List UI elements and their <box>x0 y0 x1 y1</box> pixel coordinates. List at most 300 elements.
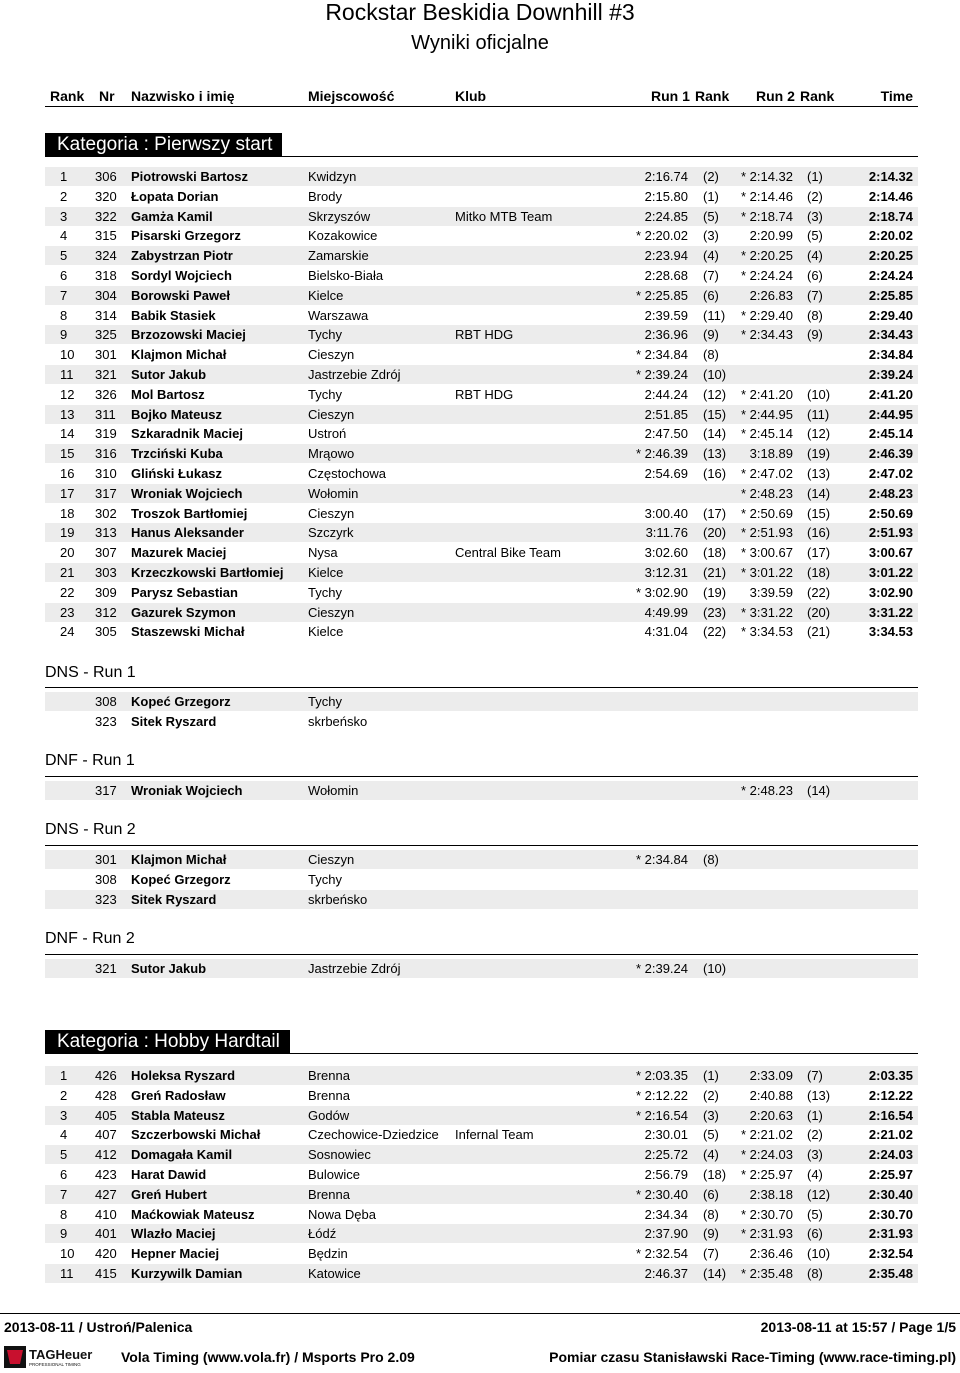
rank2-cell: (17) <box>807 545 831 561</box>
result-row <box>45 850 918 869</box>
name-cell: Szczerbowski Michał <box>131 1127 261 1143</box>
tagheuer-logo-icon <box>4 1346 114 1368</box>
time-cell: 3:34.53 <box>868 624 913 640</box>
time-cell: 2:25.85 <box>868 287 913 303</box>
nr-cell: 316 <box>95 446 117 462</box>
name-cell: Zabystrzan Piotr <box>131 248 233 264</box>
nr-cell: 307 <box>95 545 117 561</box>
run1-cell: 2:36.96 <box>644 327 688 343</box>
nr-cell: 423 <box>95 1167 117 1182</box>
name-cell: Babik Stasiek <box>131 307 216 323</box>
rank2-cell: (2) <box>807 188 823 204</box>
nr-cell: 319 <box>95 426 117 442</box>
rank2-cell: (8) <box>807 307 823 323</box>
time-cell: 2:14.46 <box>868 188 913 204</box>
nr-cell: 401 <box>95 1226 117 1242</box>
rank-cell: 6 <box>60 1167 68 1182</box>
name-cell: Sutor Jakub <box>131 961 207 976</box>
city-cell: Wołomin <box>308 783 359 798</box>
rank2-cell: (4) <box>807 1167 823 1182</box>
club-cell: RBT HDG <box>455 386 514 402</box>
city-cell: Cieszyn <box>308 604 355 620</box>
nr-cell: 303 <box>95 565 117 580</box>
name-cell: Sordyl Wojciech <box>131 268 232 283</box>
name-cell: Greń Hubert <box>131 1186 207 1202</box>
name-cell: Bojko Mateusz <box>131 406 223 422</box>
city-cell: Cieszyn <box>308 505 355 521</box>
rank1-cell: (21) <box>703 565 727 580</box>
rank-cell: 3 <box>60 1107 68 1123</box>
name-cell: Pisarski Grzegorz <box>131 228 241 244</box>
time-cell: 3:00.67 <box>868 545 913 561</box>
city-cell: Bulowice <box>308 1167 361 1182</box>
rank2-cell: (11) <box>807 406 830 422</box>
run1-cell: 2:37.90 <box>644 1226 688 1242</box>
footer-date-location: 2013-08-11 / Ustroń/Palenica <box>4 1319 193 1335</box>
name-cell: Kurzywilk Damian <box>131 1266 243 1281</box>
name-cell: Sitek Ryszard <box>131 891 217 907</box>
city-cell: Brenna <box>308 1186 350 1202</box>
run2-cell: * 2:45.14 <box>740 426 793 442</box>
result-row <box>45 167 918 186</box>
rank2-cell: (21) <box>807 624 831 640</box>
nr-cell: 428 <box>95 1087 117 1103</box>
section-divider <box>45 776 918 777</box>
name-cell: Kopeć Grzegorz <box>131 694 231 709</box>
rank2-cell: (5) <box>807 1206 823 1222</box>
run2-cell: * 2:20.25 <box>740 248 793 264</box>
city-cell: Będzin <box>308 1246 348 1262</box>
rank1-cell: (13) <box>703 446 727 462</box>
name-cell: Mol Bartosz <box>131 386 205 402</box>
nr-cell: 312 <box>95 604 117 620</box>
club-cell: RBT HDG <box>455 327 514 343</box>
section-divider <box>45 954 918 955</box>
city-cell: Kielce <box>308 624 344 640</box>
rank-cell: 12 <box>60 386 75 402</box>
city-cell: Tychy <box>308 327 342 343</box>
run1-cell: 3:00.40 <box>644 505 688 521</box>
result-row <box>45 345 918 364</box>
rank2-cell: (9) <box>807 327 823 343</box>
time-cell: 2:44.95 <box>868 406 913 422</box>
rank1-cell: (10) <box>703 367 727 382</box>
result-row <box>45 444 918 463</box>
city-cell: Tychy <box>308 694 342 709</box>
run2-cell: * 2:18.74 <box>740 208 793 224</box>
city-cell: Nowa Dęba <box>308 1206 376 1222</box>
rank-cell: 4 <box>60 1127 68 1143</box>
rank-cell: 8 <box>60 307 68 323</box>
time-cell: 2:25.97 <box>868 1167 913 1182</box>
run2-cell: 2:38.18 <box>749 1186 793 1202</box>
nr-cell: 301 <box>95 852 117 867</box>
name-cell: Łopata Dorian <box>131 188 219 204</box>
run1-cell: 2:44.24 <box>644 386 688 402</box>
name-cell: Wroniak Wojciech <box>131 783 243 798</box>
result-row <box>45 712 918 731</box>
result-row <box>45 464 918 483</box>
header-divider <box>45 106 918 107</box>
name-cell: Trzciński Kuba <box>131 446 223 462</box>
col-time: Time <box>880 88 913 104</box>
rank1-cell: (17) <box>703 505 727 521</box>
run1-cell: 2:47.50 <box>644 426 688 442</box>
time-cell: 3:31.22 <box>868 604 913 620</box>
rank-cell: 11 <box>60 1266 74 1281</box>
footer-timing: Pomiar czasu Stanisławski Race-Timing (www.race-timing.pl) <box>549 1349 956 1365</box>
run2-cell: * 2:34.43 <box>740 327 793 343</box>
nr-cell: 314 <box>95 307 117 323</box>
run1-cell: * 2:12.22 <box>635 1087 688 1103</box>
city-cell: Nysa <box>308 545 338 561</box>
result-row <box>45 583 918 602</box>
rank-cell: 9 <box>60 1226 68 1242</box>
rank-cell: 24 <box>60 624 75 640</box>
name-cell: Brzozowski Maciej <box>131 327 246 343</box>
run2-cell: * 2:29.40 <box>740 307 793 323</box>
rank2-cell: (20) <box>807 604 831 620</box>
col-name: Nazwisko i imię <box>131 88 235 104</box>
result-row <box>45 1244 918 1263</box>
city-cell: skrbeńsko <box>308 891 368 907</box>
rank1-cell: (11) <box>703 307 726 323</box>
run1-cell: * 2:30.40 <box>635 1186 688 1202</box>
section-divider <box>45 845 918 846</box>
col-rank: Rank <box>50 88 85 104</box>
rank1-cell: (4) <box>703 1147 719 1163</box>
rank-cell: 10 <box>60 347 75 363</box>
city-cell: Częstochowa <box>308 466 387 481</box>
result-row <box>45 543 918 562</box>
rank-cell: 15 <box>60 446 75 462</box>
result-row <box>45 1264 918 1283</box>
rank1-cell: (2) <box>703 169 719 184</box>
name-cell: Sitek Ryszard <box>131 713 217 729</box>
name-cell: Staszewski Michał <box>131 624 245 640</box>
city-cell: Wołomin <box>308 485 359 501</box>
rank2-cell: (19) <box>807 446 831 462</box>
run2-cell: 2:40.88 <box>749 1087 793 1103</box>
time-cell: 2:48.23 <box>868 485 913 501</box>
rank1-cell: (3) <box>703 228 719 244</box>
footer-page-info: 2013-08-11 at 15:57 / Page 1/5 <box>760 1319 956 1335</box>
rank-cell: 2 <box>60 188 68 204</box>
city-cell: Brenna <box>308 1068 350 1083</box>
city-cell: Brenna <box>308 1087 350 1103</box>
city-cell: Kwidzyn <box>308 169 357 184</box>
rank-cell: 10 <box>60 1246 75 1262</box>
time-cell: 2:12.22 <box>868 1087 913 1103</box>
nr-cell: 321 <box>95 961 117 976</box>
city-cell: Mrąowo <box>308 446 355 462</box>
club-cell: Infernal Team <box>455 1127 534 1143</box>
run1-cell: * 2:46.39 <box>635 446 688 462</box>
city-cell: Czechowice-Dziedzice <box>308 1127 439 1143</box>
run1-cell: 2:24.85 <box>644 208 688 224</box>
rank2-cell: (2) <box>807 1127 823 1143</box>
rank-cell: 17 <box>60 485 75 501</box>
city-cell: Cieszyn <box>308 347 355 363</box>
nr-cell: 322 <box>95 208 117 224</box>
rank-cell: 5 <box>60 248 68 264</box>
nr-cell: 313 <box>95 525 117 541</box>
city-cell: Sosnowiec <box>308 1147 371 1163</box>
nr-cell: 325 <box>95 327 117 343</box>
rank1-cell: (9) <box>703 327 719 343</box>
nr-cell: 323 <box>95 713 117 729</box>
footer-divider <box>0 1313 960 1314</box>
time-cell: 2:18.74 <box>868 208 913 224</box>
result-row <box>45 1224 918 1243</box>
run1-cell: * 2:39.24 <box>635 961 688 976</box>
rank-cell: 14 <box>60 426 75 442</box>
result-row <box>45 1086 918 1105</box>
time-cell: 2:24.24 <box>868 268 913 283</box>
run2-cell: 2:20.63 <box>749 1107 793 1123</box>
name-cell: Wlazło Maciej <box>131 1226 216 1242</box>
rank1-cell: (15) <box>703 406 727 422</box>
rank2-cell: (4) <box>807 248 823 264</box>
rank2-cell: (3) <box>807 1147 823 1163</box>
col-rank2: Rank <box>800 88 835 104</box>
run1-cell: 3:02.60 <box>644 545 688 561</box>
nr-cell: 410 <box>95 1206 117 1222</box>
time-cell: 2:29.40 <box>868 307 913 323</box>
run1-cell: * 2:16.54 <box>635 1107 688 1123</box>
logo-subtext: PROFESSIONAL TIMING <box>29 1362 81 1367</box>
run2-cell: * 3:34.53 <box>740 624 793 640</box>
result-row <box>45 523 918 542</box>
rank2-cell: (10) <box>807 1246 831 1262</box>
name-cell: Hepner Maciej <box>131 1246 220 1262</box>
rank2-cell: (18) <box>807 565 831 580</box>
run1-cell: 2:28.68 <box>644 268 688 283</box>
section-title: DNF - Run 1 <box>45 752 135 769</box>
rank1-cell: (22) <box>703 624 727 640</box>
run2-cell: * 2:48.23 <box>740 485 793 501</box>
nr-cell: 308 <box>95 694 117 709</box>
time-cell: 2:14.32 <box>868 169 913 184</box>
run1-cell: 2:51.85 <box>644 406 688 422</box>
rank2-cell: (10) <box>807 386 831 402</box>
rank2-cell: (12) <box>807 426 831 442</box>
result-row <box>45 405 918 424</box>
run1-cell: * 2:03.35 <box>635 1068 688 1083</box>
name-cell: Krzeczkowski Bartłomiej <box>131 565 284 580</box>
time-cell: 2:32.54 <box>868 1246 913 1262</box>
rank2-cell: (5) <box>807 228 823 244</box>
city-cell: Cieszyn <box>308 406 355 422</box>
rank-cell: 2 <box>60 1087 68 1103</box>
nr-cell: 310 <box>95 466 117 481</box>
run2-cell: * 2:47.02 <box>740 466 793 481</box>
run2-cell: 3:18.89 <box>749 446 793 462</box>
nr-cell: 308 <box>95 871 117 887</box>
nr-cell: 323 <box>95 891 117 907</box>
run1-cell: 2:30.01 <box>644 1127 688 1143</box>
name-cell: Hanus Aleksander <box>131 525 244 541</box>
result-row <box>45 187 918 206</box>
rank-cell: 18 <box>60 505 75 521</box>
run2-cell: * 2:51.93 <box>740 525 793 541</box>
run1-cell: * 2:39.24 <box>635 367 688 382</box>
city-cell: Kielce <box>308 287 344 303</box>
run2-cell: * 2:35.48 <box>740 1266 793 1281</box>
run1-cell: 2:25.72 <box>644 1147 688 1163</box>
result-row <box>45 385 918 404</box>
name-cell: Piotrowski Bartosz <box>131 169 249 184</box>
rank1-cell: (19) <box>703 584 727 600</box>
result-row <box>45 1185 918 1204</box>
rank-cell: 11 <box>60 367 74 382</box>
run1-cell: * 2:34.84 <box>635 347 688 363</box>
rank-cell: 6 <box>60 268 68 283</box>
rank2-cell: (14) <box>807 783 831 798</box>
page-subtitle: Wyniki oficjalne <box>411 32 549 54</box>
nr-cell: 320 <box>95 188 117 204</box>
rank2-cell: (22) <box>807 584 831 600</box>
rank1-cell: (14) <box>703 1266 727 1281</box>
nr-cell: 427 <box>95 1186 117 1202</box>
nr-cell: 302 <box>95 505 117 521</box>
city-cell: Skrzyszów <box>308 208 371 224</box>
run2-cell: * 2:24.24 <box>740 268 793 283</box>
nr-cell: 317 <box>95 783 117 798</box>
result-row <box>45 959 918 978</box>
run2-cell: * 3:00.67 <box>740 545 793 561</box>
name-cell: Holeksa Ryszard <box>131 1068 236 1083</box>
time-cell: 2:30.40 <box>868 1186 913 1202</box>
time-cell: 2:45.14 <box>868 426 913 442</box>
nr-cell: 324 <box>95 248 117 264</box>
name-cell: Parysz Sebastian <box>131 584 238 600</box>
result-row <box>45 246 918 265</box>
run1-cell: 3:12.31 <box>644 565 688 580</box>
city-cell: Brody <box>308 188 342 204</box>
run2-cell: 2:33.09 <box>749 1068 793 1083</box>
rank2-cell: (6) <box>807 268 823 283</box>
rank-cell: 7 <box>60 287 68 303</box>
rank1-cell: (7) <box>703 1246 719 1262</box>
run2-cell: 2:36.46 <box>749 1246 793 1262</box>
run1-cell: 2:23.94 <box>644 248 688 264</box>
run1-cell: * 2:32.54 <box>635 1246 688 1262</box>
run1-cell: 4:31.04 <box>644 624 688 640</box>
rank1-cell: (23) <box>703 604 727 620</box>
run2-cell: * 3:31.22 <box>740 604 793 620</box>
run1-cell: * 2:25.85 <box>635 287 688 303</box>
nr-cell: 301 <box>95 347 117 363</box>
run1-cell: 2:56.79 <box>644 1167 688 1182</box>
rank1-cell: (18) <box>703 545 727 561</box>
city-cell: Warszawa <box>308 307 369 323</box>
result-row <box>45 504 918 523</box>
rank2-cell: (13) <box>807 1087 831 1103</box>
rank1-cell: (8) <box>703 1206 719 1222</box>
rank-cell: 20 <box>60 545 75 561</box>
nr-cell: 317 <box>95 485 117 501</box>
time-cell: 2:39.24 <box>868 367 913 382</box>
time-cell: 2:20.02 <box>868 228 913 244</box>
rank1-cell: (3) <box>703 1107 719 1123</box>
result-row <box>45 1145 918 1164</box>
rank2-cell: (15) <box>807 505 831 521</box>
result-row <box>45 266 918 285</box>
rank1-cell: (9) <box>703 1226 719 1242</box>
rank-cell: 13 <box>60 406 75 422</box>
logo-wordmark: TAGHeuer <box>29 1347 93 1362</box>
city-cell: Tychy <box>308 871 342 887</box>
rank-cell: 1 <box>60 1068 68 1083</box>
category-divider <box>45 1053 918 1054</box>
city-cell: Kielce <box>308 565 344 580</box>
col-club: Klub <box>455 88 487 104</box>
rank-cell: 7 <box>60 1186 68 1202</box>
result-row <box>45 781 918 800</box>
rank1-cell: (18) <box>703 1167 727 1182</box>
rank2-cell: (6) <box>807 1226 823 1242</box>
run2-cell: * 2:21.02 <box>740 1127 793 1143</box>
result-row <box>45 1205 918 1224</box>
rank1-cell: (10) <box>703 961 727 976</box>
result-row <box>45 622 918 641</box>
result-row <box>45 1066 918 1085</box>
city-cell: Tychy <box>308 584 342 600</box>
run1-cell: * 2:34.84 <box>635 852 688 867</box>
city-cell: Ustroń <box>308 426 347 442</box>
rank1-cell: (8) <box>703 347 719 363</box>
result-row <box>45 563 918 582</box>
tagheuer-logo <box>4 1346 114 1368</box>
club-cell: Mitko MTB Team <box>455 208 553 224</box>
rank-cell: 21 <box>60 565 75 580</box>
run1-cell: 2:39.59 <box>644 307 688 323</box>
time-cell: 2:51.93 <box>868 525 913 541</box>
run1-cell: * 2:20.02 <box>635 228 688 244</box>
rank2-cell: (1) <box>807 169 823 184</box>
run2-cell: * 3:01.22 <box>740 565 793 580</box>
run1-cell: 2:15.80 <box>644 188 688 204</box>
time-cell: 2:21.02 <box>868 1127 913 1143</box>
nr-cell: 306 <box>95 169 117 184</box>
time-cell: 2:20.25 <box>868 248 913 264</box>
page-title: Rockstar Beskidia Downhill #3 <box>325 0 635 25</box>
result-row <box>45 207 918 226</box>
rank1-cell: (6) <box>703 1186 719 1202</box>
name-cell: Stabla Mateusz <box>131 1107 225 1123</box>
time-cell: 2:34.43 <box>868 327 913 343</box>
rank1-cell: (4) <box>703 248 719 264</box>
rank-cell: 8 <box>60 1206 68 1222</box>
rank2-cell: (16) <box>807 525 831 541</box>
category-label: Kategoria : Pierwszy start <box>45 133 282 157</box>
time-cell: 2:35.48 <box>868 1266 913 1281</box>
city-cell: Zamarskie <box>308 248 369 264</box>
name-cell: Szkaradnik Maciej <box>131 426 243 442</box>
rank1-cell: (2) <box>703 1087 719 1103</box>
run2-cell: * 2:50.69 <box>740 505 793 521</box>
nr-cell: 420 <box>95 1246 117 1262</box>
result-row <box>45 603 918 622</box>
run2-cell: * 2:44.95 <box>740 406 793 422</box>
run1-cell: 2:54.69 <box>644 466 688 481</box>
name-cell: Greń Radosław <box>131 1087 226 1103</box>
run2-cell: * 2:25.97 <box>740 1167 793 1182</box>
result-row <box>45 1125 918 1144</box>
nr-cell: 321 <box>95 367 117 382</box>
rank1-cell: (7) <box>703 268 719 283</box>
